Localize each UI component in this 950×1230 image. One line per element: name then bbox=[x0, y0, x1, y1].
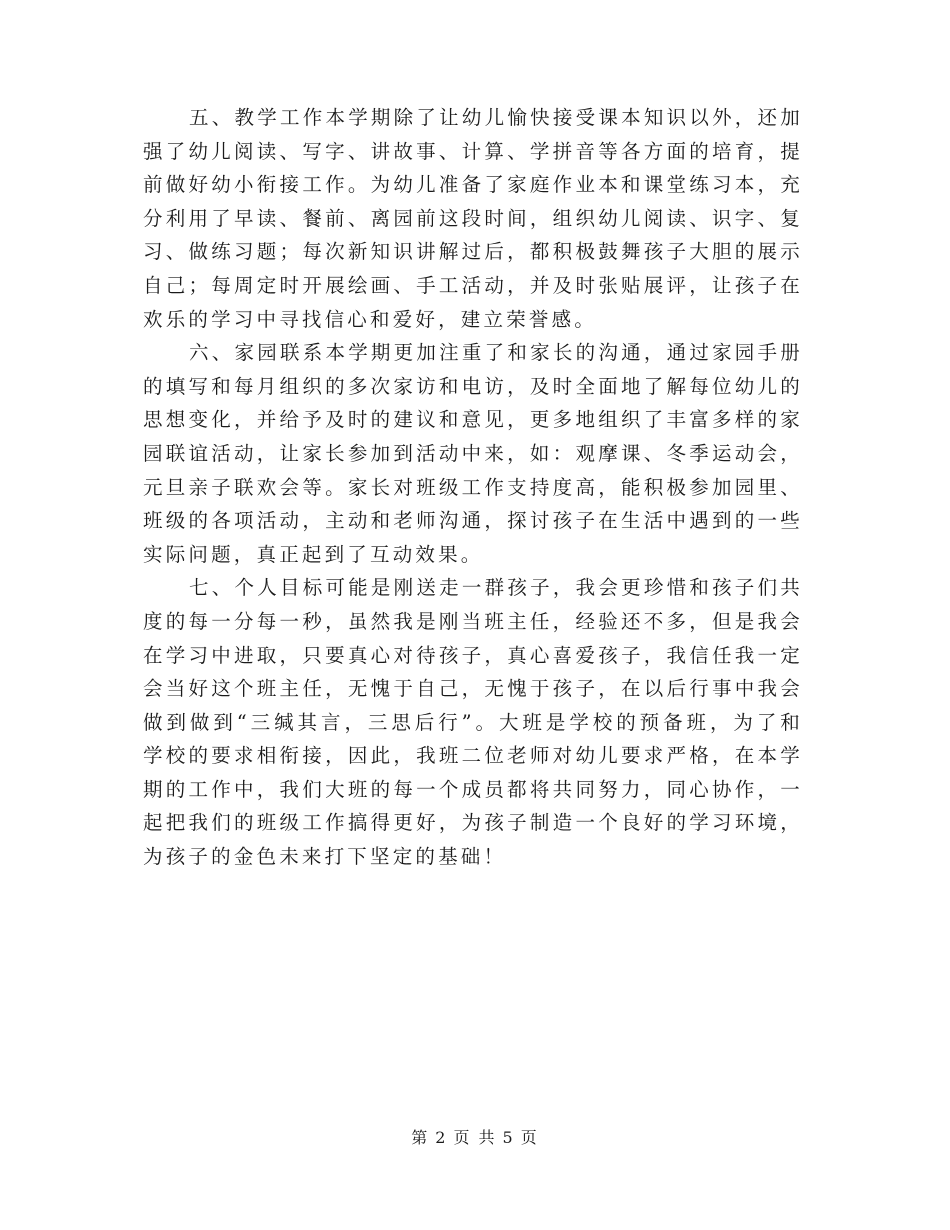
footer-suffix: 页 bbox=[520, 1128, 539, 1147]
paragraph-personal-goals: 七、个人目标可能是刚送走一群孩子，我会更珍惜和孩子们共度的每一分每一秒，虽然我是刚当班主任，经验还不多，但是我会在学习中进取，只要真心对待孩子，真心喜爱孩子，我信任我一定会当好这个班主任，无愧于自己，无愧于孩子，在以后行事中我会做到做到“三缄其言，三思后行”。大班是学校的预备班，为了和学校的要求相衔接，因此，我班二位老师对幼儿要求严格，在本学期的工作中，我们大班的每一个成员都将共同努力，同心协作，一起把我们的班级工作搞得更好，为孩子制造一个良好的学习环境，为孩子的金色未来打下坚定的基础！ bbox=[143, 576, 803, 869]
page-footer bbox=[0, 1125, 950, 1148]
footer-prefix: 第 bbox=[411, 1128, 430, 1147]
paragraph-teaching-work: 五、教学工作本学期除了让幼儿愉快接受课本知识以外，还加强了幼儿阅读、写字、讲故事、计算、学拼音等各方面的培育，提前做好幼小衔接工作。为幼儿准备了家庭作业本和课堂练习本，充分利用了早读、餐前、离园前这段时间，组织幼儿阅读、识字、复习、做练习题；每次新知识讲解过后，都积极鼓舞孩子大胆的展示自己；每周定时开展绘画、手工活动，并及时张贴展评，让孩子在欢乐的学习中寻找信心和爱好，建立荣誉感。 bbox=[143, 106, 803, 331]
document-body bbox=[143, 101, 803, 874]
footer-middle: 页 共 bbox=[453, 1128, 497, 1147]
footer-total-pages: 5 bbox=[502, 1128, 515, 1147]
footer-current-page: 2 bbox=[435, 1128, 448, 1147]
paragraph-home-school-contact: 六、家园联系本学期更加注重了和家长的沟通，通过家园手册的填写和每月组织的多次家访和电访，及时全面地了解每位幼儿的思想变化，并给予及时的建议和意见，更多地组织了丰富多样的家园联谊活动，让家长参加到活动中来，如：观摩课、冬季运动会，元旦亲子联欢会等。家长对班级工作支持度高，能积极参加园里、班级的各项活动，主动和老师沟通，探讨孩子在生活中遇到的一些实际问题，真正起到了互动效果。 bbox=[143, 341, 803, 566]
